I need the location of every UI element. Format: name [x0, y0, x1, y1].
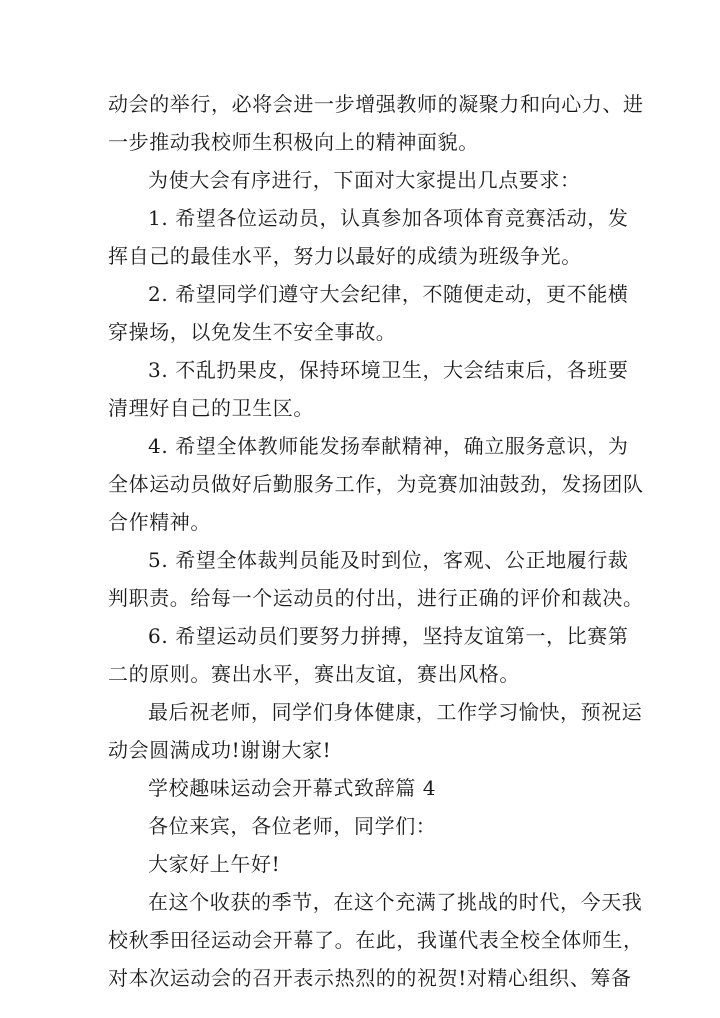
greeting-line: 大家好上午好! — [148, 852, 281, 876]
paragraph-line: 最后祝老师，同学们身体健康，工作学习愉快，预祝运 — [148, 700, 643, 724]
list-item-1-line: 1. 希望各位运动员，认真参加各项体育竞赛活动，发 — [148, 206, 629, 230]
list-item-3-line: 3. 不乱扔果皮，保持环境卫生，大会结束后，各班要 — [148, 358, 629, 382]
list-item-1-line: 挥自己的最佳水平，努力以最好的成绩为班级争光。 — [108, 244, 582, 268]
list-item-5-line: 5. 希望全体裁判员能及时到位，客观、公正地履行裁 — [148, 548, 629, 572]
list-item-6-line: 6. 希望运动员们要努力拼搏，坚持友谊第一，比赛第 — [148, 624, 629, 648]
paragraph-line: 为使大会有序进行，下面对大家提出几点要求： — [148, 168, 581, 192]
list-item-4-line: 4. 希望全体教师能发扬奉献精神，确立服务意识，为 — [148, 434, 629, 458]
list-item-2-line: 穿操场，以免发生不安全事故。 — [108, 320, 397, 344]
list-item-2-line: 2. 希望同学们遵守大会纪律，不随便走动，更不能横 — [148, 282, 629, 306]
paragraph-line: 在这个收获的季节，在这个充满了挑战的时代，今天我 — [148, 890, 643, 914]
paragraph-line: 校秋季田径运动会开幕了。在此，我谨代表全校全体师生， — [108, 928, 644, 952]
paragraph-line: 一步推动我校师生积极向上的精神面貌。 — [108, 130, 479, 154]
paragraph-line: 动会圆满成功!谢谢大家! — [108, 738, 332, 762]
list-item-6-line: 二的原则。赛出水平，赛出友谊，赛出风格。 — [108, 662, 520, 686]
list-item-4-line: 合作精神。 — [108, 510, 211, 534]
list-item-4-line: 全体运动员做好后勤服务工作，为竞赛加油鼓劲，发扬团队 — [108, 472, 644, 496]
paragraph-line: 动会的举行，必将会进一步增强教师的凝聚力和向心力、进 — [108, 92, 644, 116]
list-item-5-line: 判职责。给每一个运动员的付出，进行正确的评价和裁决。 — [108, 586, 644, 610]
list-item-3-line: 清理好自己的卫生区。 — [108, 396, 314, 420]
section-heading: 学校趣味运动会开幕式致辞篇 4 — [148, 776, 437, 800]
salutation-line: 各位来宾，各位老师，同学们： — [148, 814, 437, 838]
paragraph-line: 对本次运动会的召开表示热烈的的祝贺!对精心组织、筹备 — [108, 966, 632, 990]
